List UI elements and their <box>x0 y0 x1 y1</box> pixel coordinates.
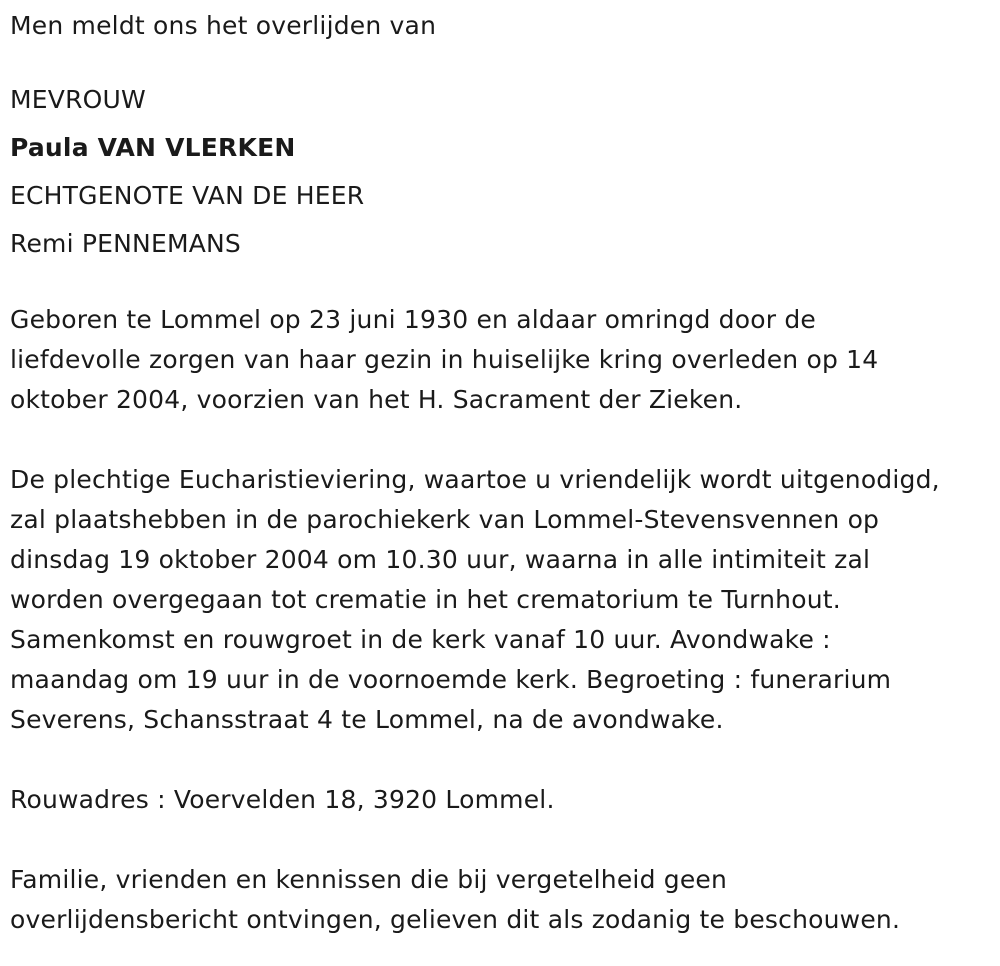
relation-text: ECHTGENOTE VAN DE HEER <box>10 181 365 210</box>
paragraph-line: zal plaatshebben in de parochiekerk van Lommel-Stevensvennen op <box>10 505 880 534</box>
paragraph-line: Geboren te Lommel op 23 juni 1930 en aldaar omringd door de <box>10 305 816 334</box>
paragraph-line: Severens, Schansstraat 4 te Lommel, na de avondwake. <box>10 705 724 734</box>
deceased-block <box>10 76 995 268</box>
paragraph-line: De plechtige Eucharistieviering, waartoe u vriendelijk wordt uitgenodigd, <box>10 465 940 494</box>
intro-text: Men meldt ons het overlijden van <box>10 11 437 40</box>
mourning-address: Rouwadres : Voervelden 18, 3920 Lommel. <box>10 785 555 814</box>
paragraph-line: maandag om 19 uur in de voornoemde kerk. Begroeting : funerarium <box>10 665 892 694</box>
paragraph-line: dinsdag 19 oktober 2004 om 10.30 uur, waarna in alle intimiteit zal <box>10 545 871 574</box>
ceremony-paragraph <box>10 460 995 740</box>
closing-paragraph <box>10 860 995 940</box>
paragraph-line: oktober 2004, voorzien van het H. Sacrament der Zieken. <box>10 385 743 414</box>
salutation: MEVROUW <box>10 85 146 114</box>
paragraph-line: Samenkomst en rouwgroet in de kerk vanaf 10 uur. Avondwake : <box>10 625 831 654</box>
birth-death-paragraph <box>10 300 995 420</box>
deceased-name: Paula VAN VLERKEN <box>10 133 296 162</box>
paragraph-line: worden overgegaan tot crematie in het crematorium te Turnhout. <box>10 585 841 614</box>
paragraph-line: liefdevolle zorgen van haar gezin in huiselijke kring overleden op 14 <box>10 345 879 374</box>
paragraph-line: Familie, vrienden en kennissen die bij vergetelheid geen <box>10 865 728 894</box>
spouse-name: Remi PENNEMANS <box>10 229 241 258</box>
paragraph-line: overlijdensbericht ontvingen, gelieven dit als zodanig te beschouwen. <box>10 905 901 934</box>
death-notice <box>10 6 995 940</box>
